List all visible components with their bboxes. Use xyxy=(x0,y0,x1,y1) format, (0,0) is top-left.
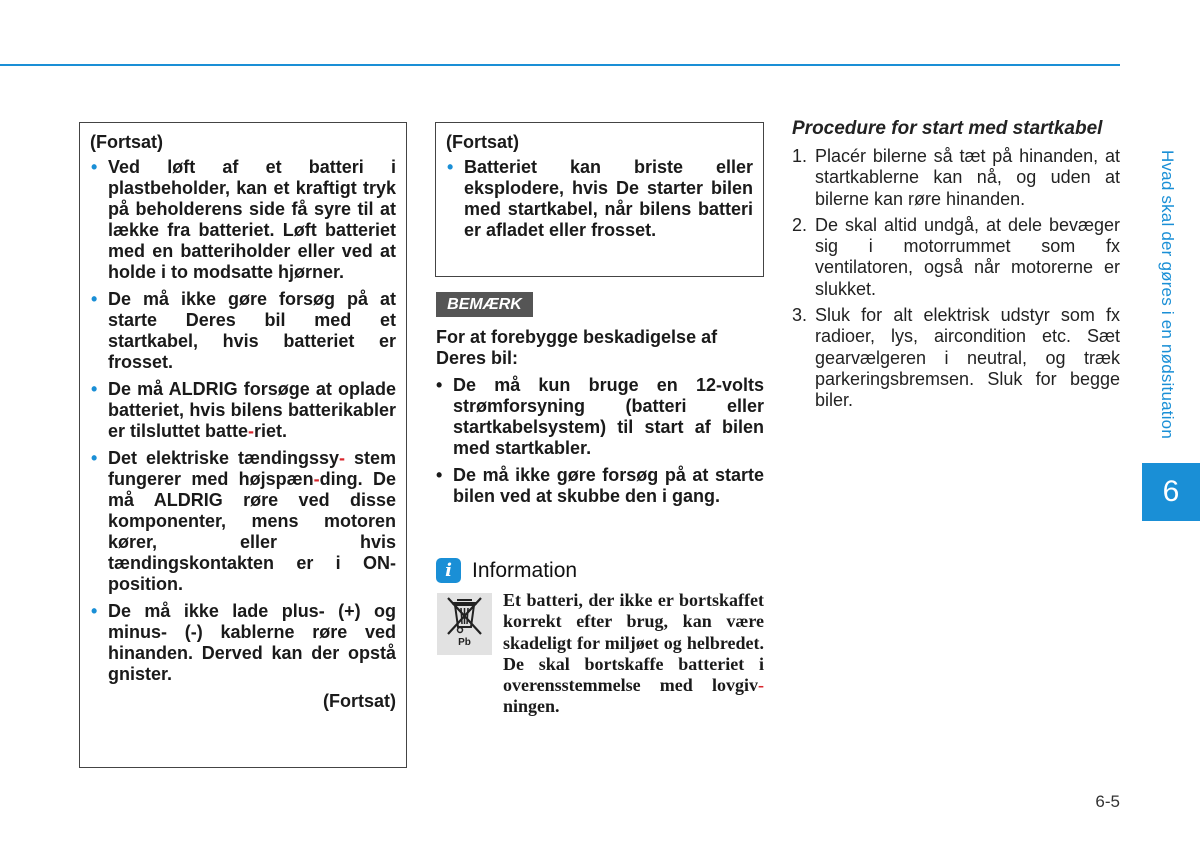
note-item xyxy=(436,375,764,459)
procedure-steps xyxy=(792,146,1120,412)
hyphen-mark: - xyxy=(339,448,345,468)
information-body: Et batteri, der ikke er bortskaffet korrekt efter brug, kan være skadeligt for miljøet og helbredet. De skal bortskaffe batteriet i overensstemmelse med lovgiv xyxy=(503,590,764,696)
hyphen-mark: - xyxy=(758,675,764,696)
bullet-icon: • xyxy=(91,289,98,309)
note-item xyxy=(436,465,764,507)
procedure-step xyxy=(792,305,1120,411)
warning-box-heading: (Fortsat) xyxy=(90,132,163,152)
warning-box-continued-1 xyxy=(79,122,407,768)
warning-box-footer: (Fortsat) xyxy=(323,691,396,711)
warning-item-text: De må ikke lade plus- (+) og minus- (-) kablerne røre ved hinanden. Derved kan der opstå gnister. xyxy=(108,601,396,684)
information-body-cont: ningen. xyxy=(503,696,560,717)
note-intro: For at forebygge beskadigelse af Deres bil: xyxy=(436,327,718,368)
information-title: Information xyxy=(472,559,578,582)
procedure-step xyxy=(792,215,1120,300)
warning-item-text: De må ALDRIG forsøge at oplade batteriet, hvis bilens batterikabler er tilsluttet batte xyxy=(108,379,396,441)
note-block xyxy=(436,327,764,513)
warning-item xyxy=(90,448,396,595)
chapter-title: Hvad skal der gøres i en nødsituation xyxy=(1158,150,1177,439)
warning-box-continued-2 xyxy=(435,122,764,277)
page-number: 6-5 xyxy=(1095,792,1120,811)
bullet-icon: • xyxy=(436,465,443,485)
step-text: Sluk for alt elektrisk udstyr som fx radioer, lys, aircondition etc. Sæt gearvælgeren i neutral, og træk parkeringsbremsen. Sluk for begge biler. xyxy=(815,305,1120,411)
warning-item xyxy=(90,601,396,685)
step-number: 3. xyxy=(792,305,808,326)
header-rule xyxy=(0,64,1120,66)
warning-item-text: Batteriet kan briste eller eksplodere, hvis De starter bilen med startkabel, når bilens batteri er afladet eller frosset. xyxy=(464,157,753,240)
step-text: De skal altid undgå, at dele bevæger sig i motorrummet som fx ventilatoren, også når motorerne er slukket. xyxy=(815,214,1120,299)
note-list xyxy=(436,375,764,507)
warning-box-heading: (Fortsat) xyxy=(446,132,519,152)
information-heading xyxy=(436,556,766,584)
info-icon: i xyxy=(436,558,461,583)
step-number: 1. xyxy=(792,146,808,166)
recycle-label: Pb xyxy=(458,637,471,648)
procedure-title: Procedure for start med startkabel xyxy=(792,118,1103,139)
procedure-step xyxy=(792,146,1120,210)
warning-item-text-cont: riet. xyxy=(254,421,288,441)
chapter-number-tab: 6 xyxy=(1142,463,1200,521)
information-text xyxy=(503,590,764,718)
warning-item-text: Det elektriske tændingssy xyxy=(108,448,339,468)
warning-item-text-cont: ding. De må ALDRIG røre ved disse komponenter, mens motoren kører, eller hvis tændingskontakten er i ON-position. xyxy=(108,469,396,594)
bullet-icon: • xyxy=(91,448,98,468)
note-item-text: De må ikke gøre forsøg på at starte bilen ved at skubbe den i gang. xyxy=(453,465,764,506)
warning-list xyxy=(90,157,396,685)
bullet-icon: • xyxy=(91,157,98,177)
warning-item-text: Ved løft af et batteri i plastbeholder, kan et kraftigt tryk på beholderens side få syre til at lække fra batteriet. Løft batteriet med en batteriholder eller ved at holde i to modsatte hjørner. xyxy=(108,157,396,282)
step-text: Placér bilerne så tæt på hinanden, at startkablerne kan nå, og uden at bilerne kan røre hinanden. xyxy=(815,146,1120,209)
bullet-icon: • xyxy=(91,379,98,399)
bullet-icon: • xyxy=(436,375,443,395)
hyphen-mark: - xyxy=(313,469,320,489)
note-item-text: De må kun bruge en 12-volts strømforsyning (batteri eller startkabelsystem) til start af bilen med startkabler. xyxy=(453,375,764,458)
warning-list xyxy=(446,157,753,241)
warning-item xyxy=(90,157,396,283)
step-number: 2. xyxy=(792,214,808,235)
warning-item xyxy=(90,289,396,373)
bullet-icon: • xyxy=(447,157,454,177)
crossed-bin-recycle-icon xyxy=(437,593,492,655)
warning-item xyxy=(90,379,396,442)
warning-item-text-cont: stem fungerer med højspæn xyxy=(108,448,396,489)
crossed-bin-icon xyxy=(437,593,492,639)
note-badge: BEMÆRK xyxy=(436,292,533,317)
warning-item xyxy=(446,157,753,241)
warning-item-text: De må ikke gøre forsøg på at starte Deres bil med et startkabel, hvis batteriet er frosset. xyxy=(108,289,396,372)
bullet-icon: • xyxy=(91,601,98,621)
hyphen-mark: - xyxy=(248,421,255,441)
procedure-section xyxy=(792,118,1120,417)
